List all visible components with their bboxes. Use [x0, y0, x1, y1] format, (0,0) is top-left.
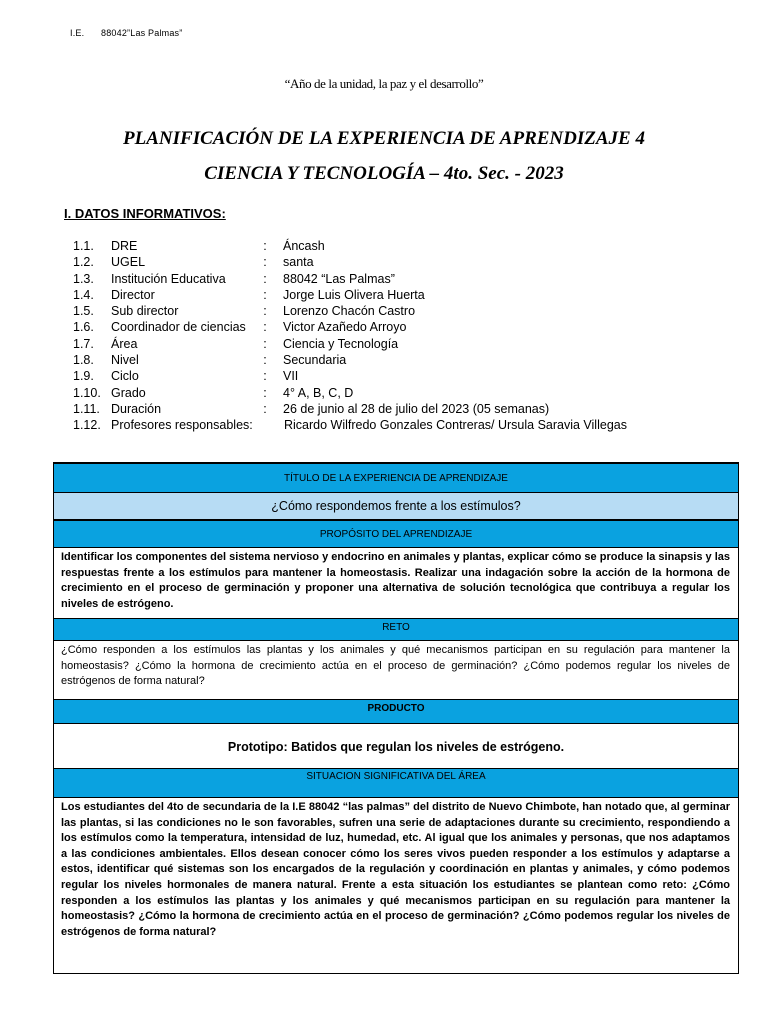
info-row — [73, 287, 753, 303]
info-colon: : — [263, 353, 267, 368]
reto-header: RETO — [54, 618, 738, 641]
info-num: 1.5. — [73, 304, 94, 319]
info-num: 1.11. — [73, 401, 100, 416]
info-num: 1.8. — [73, 353, 94, 368]
info-label: DRE — [111, 239, 138, 253]
info-num: 1.1. — [73, 239, 94, 253]
info-value: 26 de junio al 28 de julio del 2023 (05 semanas) — [283, 401, 550, 416]
info-colon: : — [263, 287, 267, 302]
producto-text: Prototipo: Batidos que regulan los niveles de estrógeno. — [227, 740, 565, 754]
info-value: Victor Azañedo Arroyo — [283, 320, 407, 335]
info-label: UGEL — [111, 255, 146, 270]
titulo-header: TÍTULO DE LA EXPERIENCIA DE APRENDIZAJE — [54, 463, 738, 493]
info-row — [73, 417, 753, 433]
document-subtitle: CIENCIA Y TECNOLOGÍA – 4to. Sec. - 2023 — [204, 163, 564, 184]
info-row — [73, 385, 753, 401]
info-colon: : — [263, 304, 267, 319]
info-row — [73, 319, 753, 335]
info-value: Ciencia y Tecnología — [283, 336, 399, 351]
info-value: 4° A, B, C, D — [283, 385, 354, 400]
info-label: Sub director — [111, 304, 179, 319]
info-row — [73, 336, 753, 352]
info-row — [73, 401, 753, 417]
info-row — [73, 238, 753, 254]
info-row — [73, 271, 753, 287]
info-colon: : — [263, 401, 267, 416]
info-label: Ciclo — [111, 369, 139, 384]
document-title: PLANIFICACIÓN DE LA EXPERIENCIA DE APRENDIZAJE 4 — [123, 128, 645, 149]
info-list — [73, 238, 753, 434]
info-num: 1.9. — [73, 369, 94, 384]
info-num: 1.2. — [73, 255, 94, 270]
info-label: Duración — [111, 401, 162, 416]
info-value: Ricardo Wilfredo Gonzales Contreras/ Ursula Saravia Villegas — [284, 418, 627, 433]
info-colon: : — [263, 385, 267, 400]
info-colon: : — [263, 271, 267, 286]
section-heading: I. DATOS INFORMATIVOS: — [64, 206, 226, 221]
info-num: 1.4. — [73, 287, 94, 302]
proposito-header: PROPÓSITO DEL APRENDIZAJE — [54, 520, 738, 548]
producto-header: PRODUCTO — [54, 699, 738, 724]
year-motto: “Año de la unidad, la paz y el desarrollo” — [284, 76, 484, 91]
info-value: santa — [283, 255, 314, 270]
info-label: Coordinador de ciencias — [111, 320, 246, 335]
experience-table — [53, 462, 739, 974]
titulo-value: ¿Cómo respondemos frente a los estímulos? — [54, 493, 738, 520]
situacion-text: Los estudiantes del 4to de secundaria de la I.E 88042 “las palmas” del distrito de Nuevo Chimbote, han notado que, al germinar las plantas, si las condiciones no le son favorables, sufren una serie de adaptaciones durante su crecimiento, respondiendo a los estímulos como la temperatura, intensidad de luz, humedad, etc. Al igual que los animales y personas, que nos adaptamos a las condiciones ambientales. Ellos desean conocer cómo los seres vivos pueden responder a los estímulos y adaptarse a estos, identificar qué sistemas son los encargados de la regulación y coordinación en plantas y animales, y cómo podemos regular los niveles hormonales de manera natural. Frente a esta situación los estudiantes se plantean como reto: ¿Cómo responden a los estímulos las plantas y los animales y qué mecanismos participan en su regulación para mantener la homeostasis? ¿Cómo la hormona de crecimiento actúa en el proceso de germinación? ¿Cómo podemos regular los niveles de estrógenos de forma natural? — [61, 801, 730, 938]
info-label: Profesores responsables: — [111, 418, 253, 433]
info-row — [73, 352, 753, 368]
info-num: 1.7. — [73, 336, 94, 351]
info-label: Institución Educativa — [111, 271, 226, 286]
info-label: Director — [111, 287, 155, 302]
proposito-text: Identificar los componentes del sistema nervioso y endocrino en animales y plantas, explicar cómo se produce la sinapsis y las respuestas frente a los estímulos para mantener la homeostasis. Realizar una indagación sobre la acción de la hormona de crecimiento en el proceso de germinación y proponer una alternativa de solución tecnológica que contribuya a regular los niveles de estrógeno. — [61, 551, 730, 610]
school-prefix: I.E. — [70, 28, 85, 38]
info-num: 1.12. — [73, 418, 101, 433]
info-num: 1.10. — [73, 385, 101, 400]
situacion-header: SITUACION SIGNIFICATIVA DEL ÁREA — [54, 768, 738, 798]
info-row — [73, 303, 753, 319]
info-colon: : — [263, 255, 267, 270]
info-num: 1.3. — [73, 271, 94, 286]
info-value: Lorenzo Chacón Castro — [283, 304, 416, 319]
info-colon: : — [263, 369, 267, 384]
info-label: Nivel — [111, 353, 139, 368]
info-value: VII — [283, 369, 299, 384]
info-value: Secundaria — [283, 353, 347, 368]
info-row — [73, 254, 753, 270]
info-value: 88042 “Las Palmas” — [283, 271, 395, 286]
school-name: 88042”Las Palmas” — [101, 28, 183, 38]
info-value: Jorge Luis Olivera Huerta — [283, 287, 425, 302]
reto-text: ¿Cómo responden a los estímulos las plantas y los animales y qué mecanismos participan en su regulación para mantener la homeostasis? ¿Cómo la hormona de crecimiento actúa en el proceso de germinación? ¿Cómo podemos regular los niveles de estrógenos de forma natural? — [61, 644, 730, 688]
info-value: Áncash — [283, 239, 325, 253]
info-label: Grado — [111, 385, 146, 400]
info-row — [73, 368, 753, 384]
school-header — [70, 28, 196, 38]
info-colon: : — [263, 320, 267, 335]
info-label: Área — [111, 336, 138, 351]
info-num: 1.6. — [73, 320, 94, 335]
info-colon: : — [263, 239, 267, 253]
info-colon: : — [263, 336, 267, 351]
